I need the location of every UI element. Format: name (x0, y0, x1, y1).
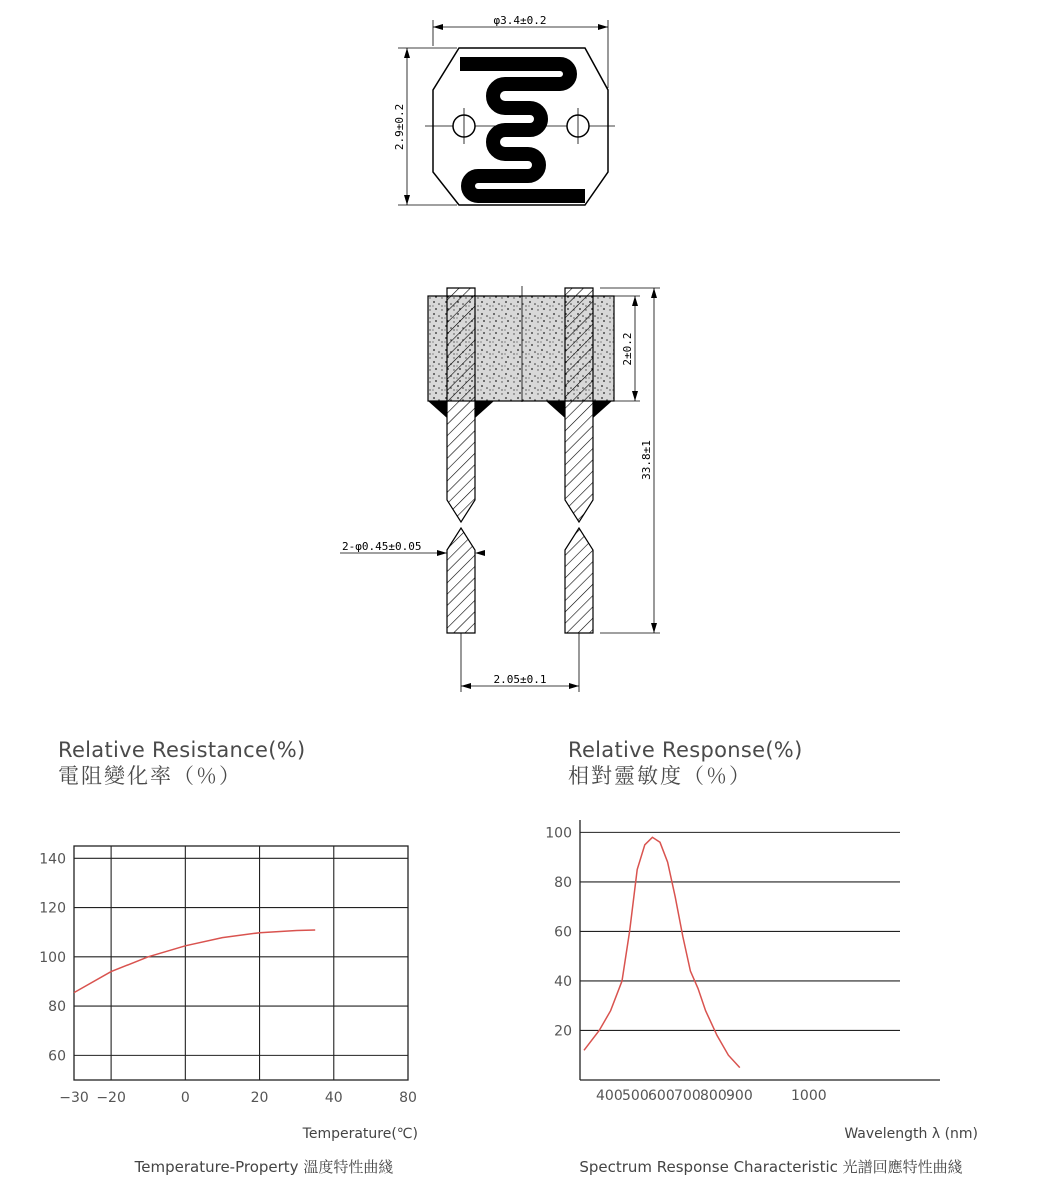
chart2-x-tick-label: 1000 (791, 1088, 827, 1104)
chart1-title: Relative Resistance(%) (58, 738, 306, 762)
chart1-y-tick-label: 100 (39, 949, 66, 966)
chart2-x-tick-label: 700 (674, 1088, 701, 1104)
chart2-title: Relative Response(%) (568, 738, 803, 762)
chart1-x-tick-label: −20 (96, 1090, 126, 1106)
dim-pitch: 2.05±0.1 (493, 673, 547, 686)
serpentine-track (460, 64, 585, 196)
chart2-x-axis-label: Wavelength λ (nm) (844, 1126, 978, 1142)
temperature-chart (0, 820, 526, 1203)
dim-diameter: φ3.4±0.2 (493, 14, 547, 27)
chart2-y-tick-label: 20 (554, 1023, 572, 1040)
chart1-x-tick-label: 40 (324, 1090, 343, 1106)
chart2-x-tick-label: 400 (596, 1088, 623, 1104)
dim-height: 2.9±0.2 (393, 103, 406, 151)
chart2-x-tick-label: 800 (700, 1088, 727, 1104)
chart1-heading (58, 737, 305, 789)
chart1-x-tick-label: 80 (399, 1090, 417, 1106)
chart1-y-tick-label: 140 (39, 851, 66, 868)
chart1-x-tick-label: 20 (250, 1090, 269, 1106)
chart2-y-tick-label: 60 (554, 924, 572, 941)
chart2-subtitle: 相對靈敏度（％） (568, 764, 752, 788)
dim-body: 2±0.2 (621, 332, 634, 366)
chart1-x-ticks (59, 1090, 417, 1106)
left-lead (447, 288, 475, 522)
chart2-x-ticks (596, 1088, 827, 1104)
chart1-x-tick-label: 0 (180, 1090, 190, 1106)
chart1-y-tick-label: 80 (48, 999, 66, 1016)
chart1-subtitle: 電阻變化率（％） (58, 764, 242, 788)
side-view (340, 286, 660, 692)
chart2-x-tick-label: 500 (622, 1088, 649, 1104)
chart1-x-tick-label: −30 (59, 1090, 89, 1106)
chart1-grid (74, 846, 408, 1080)
chart2-heading (568, 737, 803, 789)
chart2-series-line (584, 837, 740, 1067)
chart2-caption: Spectrum Response Characteristic 光譜回應特性曲綫 (579, 1158, 963, 1176)
chart2-y-tick-label: 80 (554, 874, 572, 891)
chart2-x-tick-label: 600 (648, 1088, 675, 1104)
chart2-grid (580, 820, 940, 1080)
chart2-x-tick-label: 900 (726, 1088, 753, 1104)
dim-lead: 2-φ0.45±0.05 (342, 540, 422, 553)
spectrum-chart (526, 820, 1053, 1203)
dim-total: 33.8±1 (640, 440, 653, 480)
chart1-frame (74, 846, 408, 1080)
chart2-y-tick-label: 100 (545, 825, 572, 842)
chart1-x-axis-label: Temperature(℃) (302, 1126, 418, 1142)
chart2-y-tick-label: 40 (554, 973, 572, 990)
chart1-series-line (74, 930, 315, 993)
top-view (393, 14, 615, 205)
chart2-y-ticks (545, 825, 572, 1039)
chart1-y-tick-label: 60 (48, 1048, 66, 1065)
chart1-caption: Temperature-Property 溫度特性曲綫 (134, 1158, 394, 1176)
chart1-y-tick-label: 120 (39, 900, 66, 917)
chart1-y-ticks (39, 851, 66, 1064)
right-lead (565, 288, 593, 522)
